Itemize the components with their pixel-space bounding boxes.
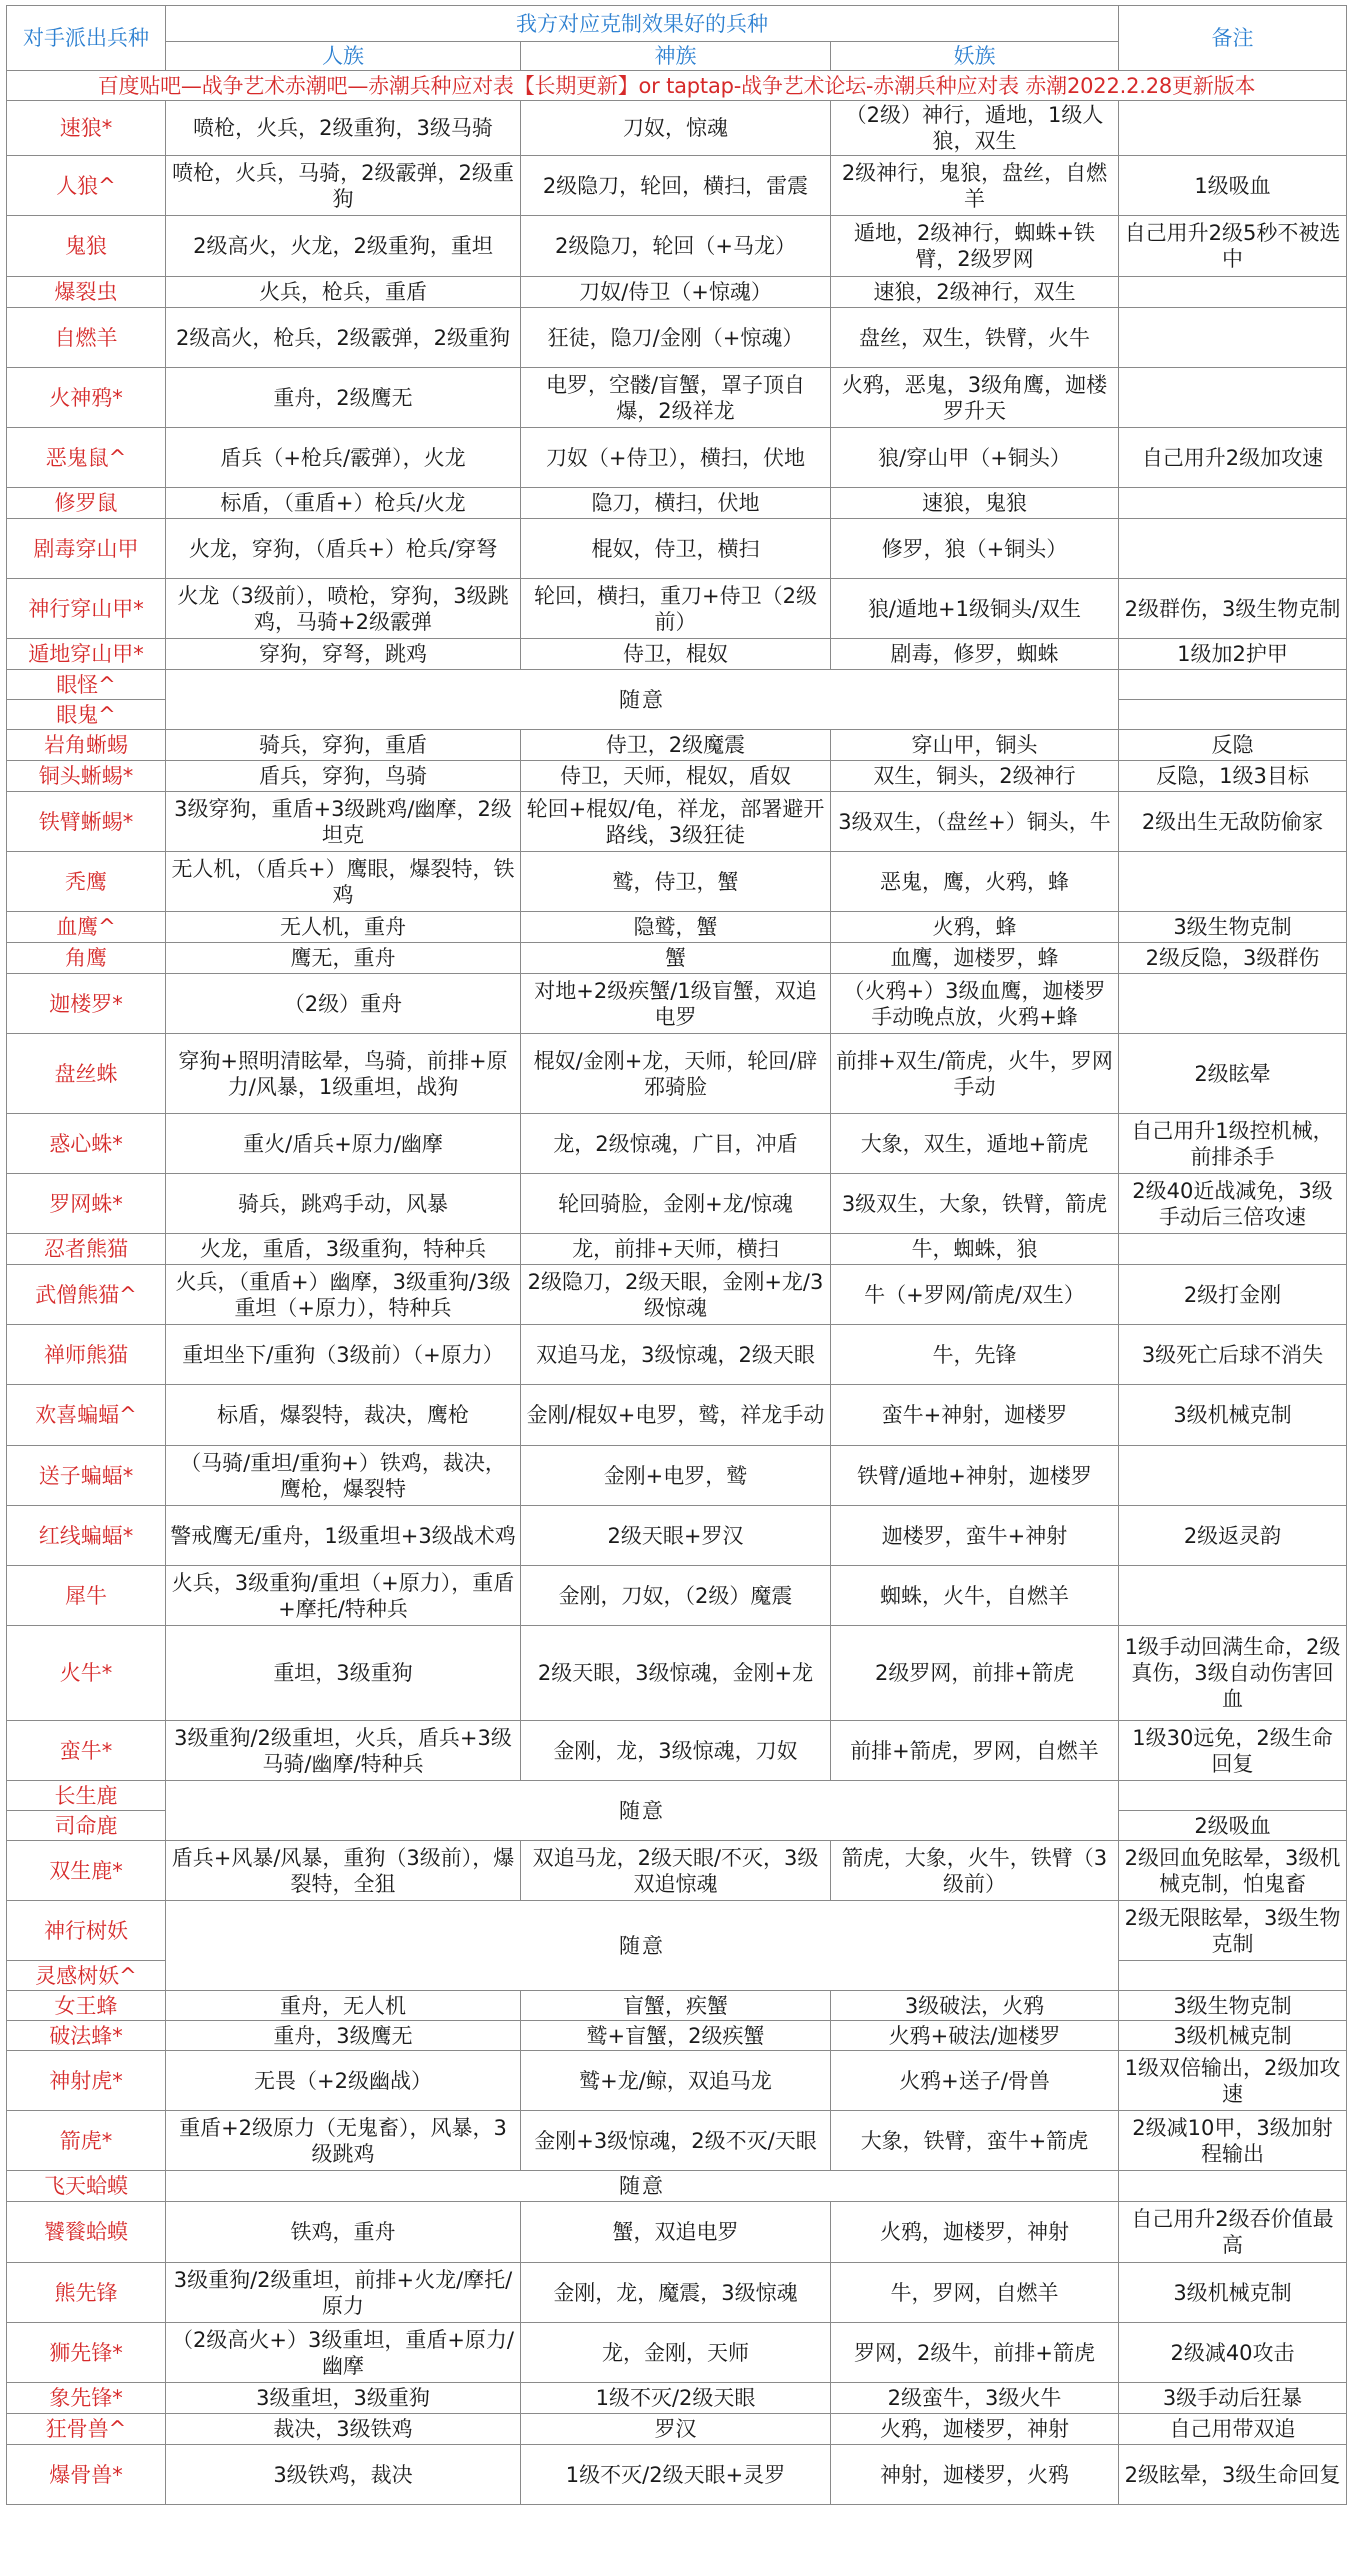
god-counter: 龙，2级惊魂，广目，冲盾 xyxy=(521,1114,831,1174)
note-cell xyxy=(1119,488,1347,519)
note-cell: 自己用升2级5秒不被选中 xyxy=(1119,216,1347,277)
table-row xyxy=(7,639,1347,670)
god-counter: 金刚，龙，魔震，3级惊魂 xyxy=(521,2263,831,2323)
note-cell: 3级手动后狂暴 xyxy=(1119,2383,1347,2414)
note-cell: 自己用升1级控机械，前排杀手 xyxy=(1119,1114,1347,1174)
table-row xyxy=(7,156,1347,216)
demon-counter: 牛，蜘蛛，狼 xyxy=(831,1234,1119,1265)
human-counter: 重舟，3级鹰无 xyxy=(166,2021,521,2051)
human-counter: 穿狗，穿弩，跳鸡 xyxy=(166,639,521,670)
note-cell xyxy=(1119,368,1347,428)
any-counter: 随意 xyxy=(166,670,1119,730)
note-cell: 2级40近战减免，3级手动后三倍攻速 xyxy=(1119,1174,1347,1234)
god-counter: 侍卫，棍奴 xyxy=(521,639,831,670)
table-row xyxy=(7,852,1347,912)
unit-name: 铜头蜥蜴* xyxy=(7,761,166,792)
note-cell: 1级手动回满生命，2级真伤，3级自动伤害回血 xyxy=(1119,1626,1347,1721)
table-row xyxy=(7,277,1347,308)
human-counter: 2级高火，火龙，2级重狗，重坦 xyxy=(166,216,521,277)
demon-counter: 大象，双生，遁地+箭虎 xyxy=(831,1114,1119,1174)
note-cell: 2级回血免眩晕，3级机械克制，怕鬼畜 xyxy=(1119,1841,1347,1901)
unit-name: 鬼狼 xyxy=(7,216,166,277)
note-cell: 2级出生无敌防偷家 xyxy=(1119,792,1347,852)
god-counter: 棍奴，侍卫，横扫 xyxy=(521,519,831,579)
human-counter: 骑兵，穿狗，重盾 xyxy=(166,730,521,761)
human-counter: 火兵，3级重狗/重坦（+原力），重盾+摩托/特种兵 xyxy=(166,1566,521,1626)
note-cell: 2级无限眩晕，3级生物克制 xyxy=(1119,1901,1347,1961)
demon-counter: 火鸦，蜂 xyxy=(831,912,1119,943)
human-counter: 重盾+2级原力（无鬼畜），风暴，3级跳鸡 xyxy=(166,2111,521,2171)
note-cell: 1级双倍输出，2级加攻速 xyxy=(1119,2051,1347,2111)
note-cell: 自己用升2级加攻速 xyxy=(1119,428,1347,488)
table-row xyxy=(7,2202,1347,2263)
note-cell xyxy=(1119,1234,1347,1265)
god-counter: 蟹 xyxy=(521,943,831,974)
demon-counter: 盘丝，双生，铁臂，火牛 xyxy=(831,308,1119,368)
human-counter: 火兵，枪兵，重盾 xyxy=(166,277,521,308)
unit-name: 送子蝙蝠* xyxy=(7,1446,166,1506)
god-counter: 2级隐刀，轮回，横扫，雷震 xyxy=(521,156,831,216)
note-cell: 3级生物克制 xyxy=(1119,1991,1347,2021)
god-counter: 金刚，刀奴，（2级）魔震 xyxy=(521,1566,831,1626)
table-row xyxy=(7,974,1347,1034)
human-counter: 标盾，爆裂特，裁决，鹰枪 xyxy=(166,1385,521,1446)
human-counter: 警戒鹰无/重舟，1级重坦+3级战术鸡 xyxy=(166,1506,521,1566)
demon-counter: 蛮牛+神射，迦楼罗 xyxy=(831,1385,1119,1446)
unit-name: 秃鹰 xyxy=(7,852,166,912)
unit-name: 禅师熊猫 xyxy=(7,1325,166,1385)
demon-counter: 箭虎，大象，火牛，铁臂（3级前） xyxy=(831,1841,1119,1901)
god-counter: 鹫+龙/鲸，双追马龙 xyxy=(521,2051,831,2111)
table-row xyxy=(7,101,1347,156)
table-row xyxy=(7,2111,1347,2171)
demon-counter: 神射，迦楼罗，火鸦 xyxy=(831,2445,1119,2505)
table-row xyxy=(7,670,1347,700)
human-counter: 铁鸡，重舟 xyxy=(166,2202,521,2263)
table-row xyxy=(7,730,1347,761)
god-counter: 2级隐刀，轮回（+马龙） xyxy=(521,216,831,277)
table-row xyxy=(7,792,1347,852)
table-row xyxy=(7,1506,1347,1566)
unit-name: 箭虎* xyxy=(7,2111,166,2171)
unit-name: 红线蝙蝠* xyxy=(7,1506,166,1566)
god-counter: 1级不灭/2级天眼+灵罗 xyxy=(521,2445,831,2505)
demon-counter: 大象，铁臂，蛮牛+箭虎 xyxy=(831,2111,1119,2171)
unit-name: 岩角蜥蜴 xyxy=(7,730,166,761)
table-row xyxy=(7,1991,1347,2021)
human-counter: 无人机，（盾兵+）鹰眼，爆裂特，铁鸡 xyxy=(166,852,521,912)
human-counter: 3级重坦，3级重狗 xyxy=(166,2383,521,2414)
table-row xyxy=(7,2383,1347,2414)
table-row xyxy=(7,1114,1347,1174)
human-counter: 重火/盾兵+原力/幽摩 xyxy=(166,1114,521,1174)
unit-name: 神行穿山甲* xyxy=(7,579,166,639)
demon-counter: 前排+箭虎，罗网，自燃羊 xyxy=(831,1721,1119,1781)
unit-name: 眼鬼^ xyxy=(7,700,166,730)
unit-name: 忍者熊猫 xyxy=(7,1234,166,1265)
unit-name: 神行树妖 xyxy=(7,1901,166,1961)
unit-name: 灵感树妖^ xyxy=(7,1961,166,1991)
table-row xyxy=(7,216,1347,277)
god-counter: 金刚/棍奴+电罗，鹫，祥龙手动 xyxy=(521,1385,831,1446)
god-counter: 刀奴，惊魂 xyxy=(521,101,831,156)
unit-name: 惑心蛛* xyxy=(7,1114,166,1174)
unit-name: 迦楼罗* xyxy=(7,974,166,1034)
human-counter: （2级）重舟 xyxy=(166,974,521,1034)
note-cell: 2级打金刚 xyxy=(1119,1265,1347,1325)
demon-counter: 蜘蛛，火牛，自燃羊 xyxy=(831,1566,1119,1626)
note-cell: 反隐 xyxy=(1119,730,1347,761)
demon-counter: 狼/穿山甲（+铜头） xyxy=(831,428,1119,488)
human-counter: 标盾，（重盾+）枪兵/火龙 xyxy=(166,488,521,519)
unit-name: 狮先锋* xyxy=(7,2323,166,2383)
unit-name: 剧毒穿山甲 xyxy=(7,519,166,579)
demon-counter: 速狼，鬼狼 xyxy=(831,488,1119,519)
table-row xyxy=(7,761,1347,792)
header-opponent-unit: 对手派出兵种 xyxy=(7,6,166,71)
note-cell: 3级机械克制 xyxy=(1119,1385,1347,1446)
note-cell: 2级吸血 xyxy=(1119,1811,1347,1841)
god-counter: 轮回骑脸，金刚+龙/惊魂 xyxy=(521,1174,831,1234)
god-counter: 金刚+3级惊魂，2级不灭/天眼 xyxy=(521,2111,831,2171)
unit-name: 犀牛 xyxy=(7,1566,166,1626)
demon-counter: 2级蛮牛，3级火牛 xyxy=(831,2383,1119,2414)
unit-name: 火神鸦* xyxy=(7,368,166,428)
god-counter: 刀奴/侍卫（+惊魂） xyxy=(521,277,831,308)
note-cell: 2级返灵韵 xyxy=(1119,1506,1347,1566)
god-counter: 轮回+棍奴/龟，祥龙，部署避开路线，3级狂徒 xyxy=(521,792,831,852)
note-cell: 3级机械克制 xyxy=(1119,2263,1347,2323)
table-row xyxy=(7,1781,1347,1811)
demon-counter: 剧毒，修罗，蜘蛛 xyxy=(831,639,1119,670)
god-counter: 鹫+盲蟹，2级疾蟹 xyxy=(521,2021,831,2051)
header-note: 备注 xyxy=(1119,6,1347,71)
header-human: 人族 xyxy=(166,42,521,71)
table-row xyxy=(7,579,1347,639)
note-cell: 2级眩晕，3级生命回复 xyxy=(1119,2445,1347,2505)
note-cell xyxy=(1119,974,1347,1034)
note-cell: 1级吸血 xyxy=(1119,156,1347,216)
unit-name: 女王蜂 xyxy=(7,1991,166,2021)
unit-name: 长生鹿 xyxy=(7,1781,166,1811)
unit-name: 象先锋* xyxy=(7,2383,166,2414)
demon-counter: 火鸦，迦楼罗，神射 xyxy=(831,2202,1119,2263)
god-counter: 隐鹫，蟹 xyxy=(521,912,831,943)
demon-counter: 牛，罗网，自燃羊 xyxy=(831,2263,1119,2323)
unit-name: 铁臂蜥蜴* xyxy=(7,792,166,852)
table-row xyxy=(7,1626,1347,1721)
header-counter-group: 我方对应克制效果好的兵种 xyxy=(166,6,1119,42)
unit-name: 饕餮蛤蟆 xyxy=(7,2202,166,2263)
table-row xyxy=(7,1234,1347,1265)
demon-counter: 狼/遁地+1级铜头/双生 xyxy=(831,579,1119,639)
human-counter: 3级铁鸡，裁决 xyxy=(166,2445,521,2505)
note-cell: 2级减10甲，3级加射程输出 xyxy=(1119,2111,1347,2171)
table-row xyxy=(7,2021,1347,2051)
table-row xyxy=(7,1566,1347,1626)
god-counter: 龙，前排+天师，横扫 xyxy=(521,1234,831,1265)
unit-name: 双生鹿* xyxy=(7,1841,166,1901)
god-counter: 轮回，横扫，重刀+侍卫（2级前） xyxy=(521,579,831,639)
god-counter: 盲蟹，疾蟹 xyxy=(521,1991,831,2021)
table-row xyxy=(7,1174,1347,1234)
table-row xyxy=(7,1721,1347,1781)
unit-name: 神射虎* xyxy=(7,2051,166,2111)
note-cell xyxy=(1119,277,1347,308)
any-counter: 随意 xyxy=(166,2171,1119,2202)
unit-name: 司命鹿 xyxy=(7,1811,166,1841)
god-counter: 隐刀，横扫，伏地 xyxy=(521,488,831,519)
god-counter: 金刚，龙，3级惊魂，刀奴 xyxy=(521,1721,831,1781)
god-counter: 狂徒，隐刀/金刚（+惊魂） xyxy=(521,308,831,368)
table-row xyxy=(7,2445,1347,2505)
note-cell: 2级群伤，3级生物克制 xyxy=(1119,579,1347,639)
human-counter: 重舟，2级鹰无 xyxy=(166,368,521,428)
human-counter: 盾兵，穿狗，鸟骑 xyxy=(166,761,521,792)
note-cell xyxy=(1119,1781,1347,1811)
unit-name: 狂骨兽^ xyxy=(7,2414,166,2445)
table-row xyxy=(7,1034,1347,1114)
demon-counter: 牛（+罗网/箭虎/双生） xyxy=(831,1265,1119,1325)
god-counter: 侍卫，2级魔震 xyxy=(521,730,831,761)
unit-name: 武僧熊猫^ xyxy=(7,1265,166,1325)
table-row xyxy=(7,2263,1347,2323)
human-counter: 骑兵，跳鸡手动，风暴 xyxy=(166,1174,521,1234)
human-counter: 无畏（+2级幽战） xyxy=(166,2051,521,2111)
demon-counter: 3级双生，大象，铁臂，箭虎 xyxy=(831,1174,1119,1234)
demon-counter: 火鸦+破法/迦楼罗 xyxy=(831,2021,1119,2051)
unit-name: 蛮牛* xyxy=(7,1721,166,1781)
god-counter: 侍卫，天师，棍奴，盾奴 xyxy=(521,761,831,792)
human-counter: 火龙（3级前），喷枪，穿狗，3级跳鸡，马骑+2级霰弹 xyxy=(166,579,521,639)
god-counter: 双追马龙，3级惊魂，2级天眼 xyxy=(521,1325,831,1385)
note-cell xyxy=(1119,1446,1347,1506)
table-row xyxy=(7,2171,1347,2202)
table-row xyxy=(7,1385,1347,1446)
demon-counter: 迦楼罗，蛮牛+神射 xyxy=(831,1506,1119,1566)
table-row xyxy=(7,943,1347,974)
demon-counter: 穿山甲，铜头 xyxy=(831,730,1119,761)
table-row xyxy=(7,519,1347,579)
unit-name: 角鹰 xyxy=(7,943,166,974)
human-counter: （2级高火+）3级重坦，重盾+原力/幽摩 xyxy=(166,2323,521,2383)
human-counter: 喷枪，火兵，马骑，2级霰弹，2级重狗 xyxy=(166,156,521,216)
demon-counter: 火鸦，迦楼罗，神射 xyxy=(831,2414,1119,2445)
unit-name: 眼怪^ xyxy=(7,670,166,700)
human-counter: 喷枪，火兵，2级重狗，3级马骑 xyxy=(166,101,521,156)
demon-counter: 3级双生，（盘丝+）铜头，牛 xyxy=(831,792,1119,852)
human-counter: 火龙，穿狗，（盾兵+）枪兵/穿弩 xyxy=(166,519,521,579)
unit-name: 人狼^ xyxy=(7,156,166,216)
human-counter: （马骑/重坦/重狗+）铁鸡，裁决，鹰枪，爆裂特 xyxy=(166,1446,521,1506)
unit-name: 破法蜂* xyxy=(7,2021,166,2051)
any-counter: 随意 xyxy=(166,1901,1119,1991)
human-counter: 盾兵（+枪兵/霰弹），火龙 xyxy=(166,428,521,488)
human-counter: 无人机，重舟 xyxy=(166,912,521,943)
any-counter: 随意 xyxy=(166,1781,1119,1841)
human-counter: 3级重狗/2级重坦，火兵，盾兵+3级马骑/幽摩/特种兵 xyxy=(166,1721,521,1781)
demon-counter: 铁臂/遁地+神射，迦楼罗 xyxy=(831,1446,1119,1506)
table-row xyxy=(7,1265,1347,1325)
unit-name: 火牛* xyxy=(7,1626,166,1721)
human-counter: 裁决，3级铁鸡 xyxy=(166,2414,521,2445)
demon-counter: 恶鬼，鹰，火鸦，蜂 xyxy=(831,852,1119,912)
human-counter: 2级高火，枪兵，2级霰弹，2级重狗 xyxy=(166,308,521,368)
demon-counter: 双生，铜头，2级神行 xyxy=(831,761,1119,792)
unit-name: 爆裂虫 xyxy=(7,277,166,308)
demon-counter: 遁地，2级神行，蜘蛛+铁臂，2级罗网 xyxy=(831,216,1119,277)
unit-name: 血鹰^ xyxy=(7,912,166,943)
demon-counter: 血鹰，迦楼罗，蜂 xyxy=(831,943,1119,974)
header-demon: 妖族 xyxy=(831,42,1119,71)
human-counter: 盾兵+风暴/风暴，重狗（3级前），爆裂特，全狙 xyxy=(166,1841,521,1901)
human-counter: 重舟，无人机 xyxy=(166,1991,521,2021)
human-counter: 火兵，（重盾+）幽摩，3级重狗/3级重坦（+原力），特种兵 xyxy=(166,1265,521,1325)
unit-name: 修罗鼠 xyxy=(7,488,166,519)
demon-counter: 火鸦+送子/骨兽 xyxy=(831,2051,1119,2111)
note-cell xyxy=(1119,670,1347,700)
demon-counter: 罗网，2级牛，前排+箭虎 xyxy=(831,2323,1119,2383)
unit-name: 罗网蛛* xyxy=(7,1174,166,1234)
note-cell: 1级加2护甲 xyxy=(1119,639,1347,670)
demon-counter: 修罗，狼（+铜头） xyxy=(831,519,1119,579)
banner: 百度贴吧—战争艺术赤潮吧—赤潮兵种应对表【长期更新】or taptap-战争艺术论坛-赤潮兵种应对表 赤潮2022.2.28更新版本 xyxy=(7,71,1347,101)
god-counter: 对地+2级疾蟹/1级盲蟹，双追电罗 xyxy=(521,974,831,1034)
note-cell: 2级反隐，3级群伤 xyxy=(1119,943,1347,974)
human-counter: 3级穿狗，重盾+3级跳鸡/幽摩，2级坦克 xyxy=(166,792,521,852)
unit-name: 盘丝蛛 xyxy=(7,1034,166,1114)
unit-name: 欢喜蝙蝠^ xyxy=(7,1385,166,1446)
unit-name: 熊先锋 xyxy=(7,2263,166,2323)
note-cell: 反隐，1级3目标 xyxy=(1119,761,1347,792)
table-row xyxy=(7,428,1347,488)
demon-counter: （2级）神行，遁地，1级人狼，双生 xyxy=(831,101,1119,156)
table-row xyxy=(7,912,1347,943)
human-counter: 3级重狗/2级重坦，前排+火龙/摩托/原力 xyxy=(166,2263,521,2323)
table-row xyxy=(7,2323,1347,2383)
god-counter: 2级隐刀，2级天眼，金刚+龙/3级惊魂 xyxy=(521,1265,831,1325)
demon-counter: 2级神行，鬼狼，盘丝，自燃羊 xyxy=(831,156,1119,216)
god-counter: 罗汉 xyxy=(521,2414,831,2445)
table-row xyxy=(7,2051,1347,2111)
human-counter: 鹰无，重舟 xyxy=(166,943,521,974)
human-counter: 重坦坐下/重狗（3级前）（+原力） xyxy=(166,1325,521,1385)
table-row xyxy=(7,308,1347,368)
god-counter: 龙，金刚，天师 xyxy=(521,2323,831,2383)
unit-name: 飞天蛤蟆 xyxy=(7,2171,166,2202)
note-cell: 自己用升2级吞价值最高 xyxy=(1119,2202,1347,2263)
god-counter: 金刚+电罗，鹫 xyxy=(521,1446,831,1506)
note-cell xyxy=(1119,2171,1347,2202)
table-row xyxy=(7,1446,1347,1506)
note-cell: 2级减40攻击 xyxy=(1119,2323,1347,2383)
note-cell: 自己用带双追 xyxy=(1119,2414,1347,2445)
note-cell xyxy=(1119,519,1347,579)
note-cell xyxy=(1119,700,1347,730)
unit-name: 速狼* xyxy=(7,101,166,156)
unit-name: 恶鬼鼠^ xyxy=(7,428,166,488)
header-god: 神族 xyxy=(521,42,831,71)
god-counter: 电罗，空髅/盲蟹，罩子顶自爆，2级祥龙 xyxy=(521,368,831,428)
unit-name: 爆骨兽* xyxy=(7,2445,166,2505)
demon-counter: 前排+双生/箭虎，火牛，罗网手动 xyxy=(831,1034,1119,1114)
note-cell xyxy=(1119,308,1347,368)
demon-counter: 牛，先锋 xyxy=(831,1325,1119,1385)
human-counter: 火龙，重盾，3级重狗，特种兵 xyxy=(166,1234,521,1265)
demon-counter: 火鸦，恶鬼，3级角鹰，迦楼罗升天 xyxy=(831,368,1119,428)
demon-counter: 速狼，2级神行，双生 xyxy=(831,277,1119,308)
demon-counter: （火鸦+）3级血鹰，迦楼罗手动晚点放，火鸦+蜂 xyxy=(831,974,1119,1034)
counter-table xyxy=(6,5,1347,2505)
table-row xyxy=(7,1901,1347,1961)
note-cell: 1级30远免，2级生命回复 xyxy=(1119,1721,1347,1781)
god-counter: 2级天眼+罗汉 xyxy=(521,1506,831,1566)
table-row xyxy=(7,488,1347,519)
demon-counter: 2级罗网，前排+箭虎 xyxy=(831,1626,1119,1721)
god-counter: 棍奴/金刚+龙，天师，轮回/辟邪骑脸 xyxy=(521,1034,831,1114)
human-counter: 重坦，3级重狗 xyxy=(166,1626,521,1721)
human-counter: 穿狗+照明清眩晕，鸟骑，前排+原力/风暴，1级重坦，战狗 xyxy=(166,1034,521,1114)
table-row xyxy=(7,1841,1347,1901)
demon-counter: 3级破法，火鸦 xyxy=(831,1991,1119,2021)
note-cell: 3级死亡后球不消失 xyxy=(1119,1325,1347,1385)
note-cell xyxy=(1119,1566,1347,1626)
god-counter: 1级不灭/2级天眼 xyxy=(521,2383,831,2414)
note-cell: 3级机械克制 xyxy=(1119,2021,1347,2051)
table-row xyxy=(7,368,1347,428)
note-cell xyxy=(1119,1961,1347,1991)
note-cell xyxy=(1119,101,1347,156)
table-row xyxy=(7,2414,1347,2445)
note-cell: 3级生物克制 xyxy=(1119,912,1347,943)
god-counter: 双追马龙，2级天眼/不灭，3级双追惊魂 xyxy=(521,1841,831,1901)
god-counter: 鹫，侍卫，蟹 xyxy=(521,852,831,912)
god-counter: 2级天眼，3级惊魂，金刚+龙 xyxy=(521,1626,831,1721)
note-cell: 2级眩晕 xyxy=(1119,1034,1347,1114)
god-counter: 刀奴（+侍卫），横扫，伏地 xyxy=(521,428,831,488)
note-cell xyxy=(1119,852,1347,912)
table-row xyxy=(7,1325,1347,1385)
unit-name: 遁地穿山甲* xyxy=(7,639,166,670)
unit-name: 自燃羊 xyxy=(7,308,166,368)
god-counter: 蟹，双追电罗 xyxy=(521,2202,831,2263)
